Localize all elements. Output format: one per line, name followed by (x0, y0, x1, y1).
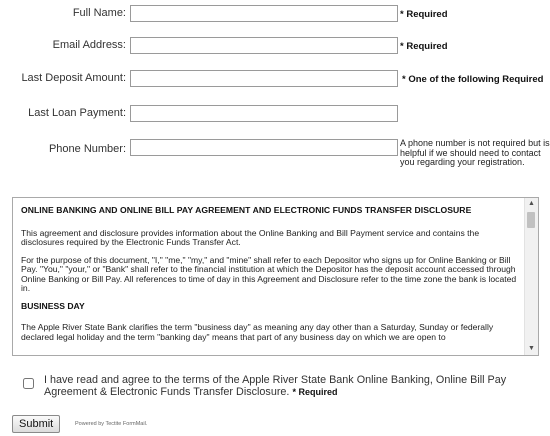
phone-note: A phone number is not required but is helpful if we should need to contact you regarding your registration. (400, 138, 550, 167)
full-name-label: Full Name: (72, 7, 126, 19)
terms-content (21, 206, 521, 350)
phone-label: Phone Number: (48, 143, 126, 155)
scroll-up-arrow-icon[interactable]: ▲ (528, 200, 535, 207)
terms-subheading: BUSINESS DAY (21, 300, 85, 311)
scroll-thumb[interactable] (527, 212, 535, 228)
phone-input[interactable] (130, 139, 398, 156)
terms-paragraph: This agreement and disclosure provides information about the Online Banking and Bill Payment service and contains the disclosures required by the Electronic Funds Transfer Act. (21, 227, 480, 247)
last-deposit-label: Last Deposit Amount: (21, 72, 126, 84)
email-required: * Required (400, 41, 448, 52)
agree-required: * Required (292, 387, 338, 397)
terms-scrollbar[interactable] (524, 198, 538, 355)
agree-label-container (44, 374, 534, 398)
last-loan-label: Last Loan Payment: (28, 107, 126, 119)
agree-checkbox[interactable] (23, 378, 34, 389)
submit-button[interactable]: Submit (12, 415, 60, 433)
last-deposit-input[interactable] (130, 70, 398, 87)
scroll-down-arrow-icon[interactable]: ▼ (528, 345, 535, 352)
full-name-required: * Required (400, 9, 448, 20)
full-name-input[interactable] (130, 5, 398, 22)
email-input[interactable] (130, 37, 398, 54)
terms-box[interactable] (12, 197, 539, 356)
terms-heading: ONLINE BANKING AND ONLINE BILL PAY AGREEMENT AND ELECTRONIC FUNDS TRANSFER DISCLOSURE (21, 205, 472, 215)
powered-by-text: Powered by Tectite FormMail. (75, 421, 148, 427)
email-label: Email Address: (52, 39, 126, 51)
agree-label: I have read and agree to the terms of the Apple River State Bank Online Banking, Online Bill Pay Agreement & Electronic Funds Transfer Disclosure. (44, 374, 507, 398)
last-deposit-required: * One of the following Required (402, 74, 544, 85)
last-loan-input[interactable] (130, 105, 398, 122)
terms-paragraph: For the purpose of this document, "I," "me," "my," and "mine" shall refer to each Depositor who signs up for Online Banking or Bill Pay. "You," "your," or "Bank" shall refer to the financial institution at which the Depositor has the deposit account accessed through Online Banking or Bill Pay. All references to time of day in this Agreement and Disclosure refer to the time zone the bank is located in. (21, 254, 517, 293)
terms-paragraph: The Apple River State Bank clarifies the term "business day" as meaning any day other than a Saturday, Sunday or federally declared legal holiday and the term "banking day" means that part of any business day on which we are open to (21, 322, 494, 342)
